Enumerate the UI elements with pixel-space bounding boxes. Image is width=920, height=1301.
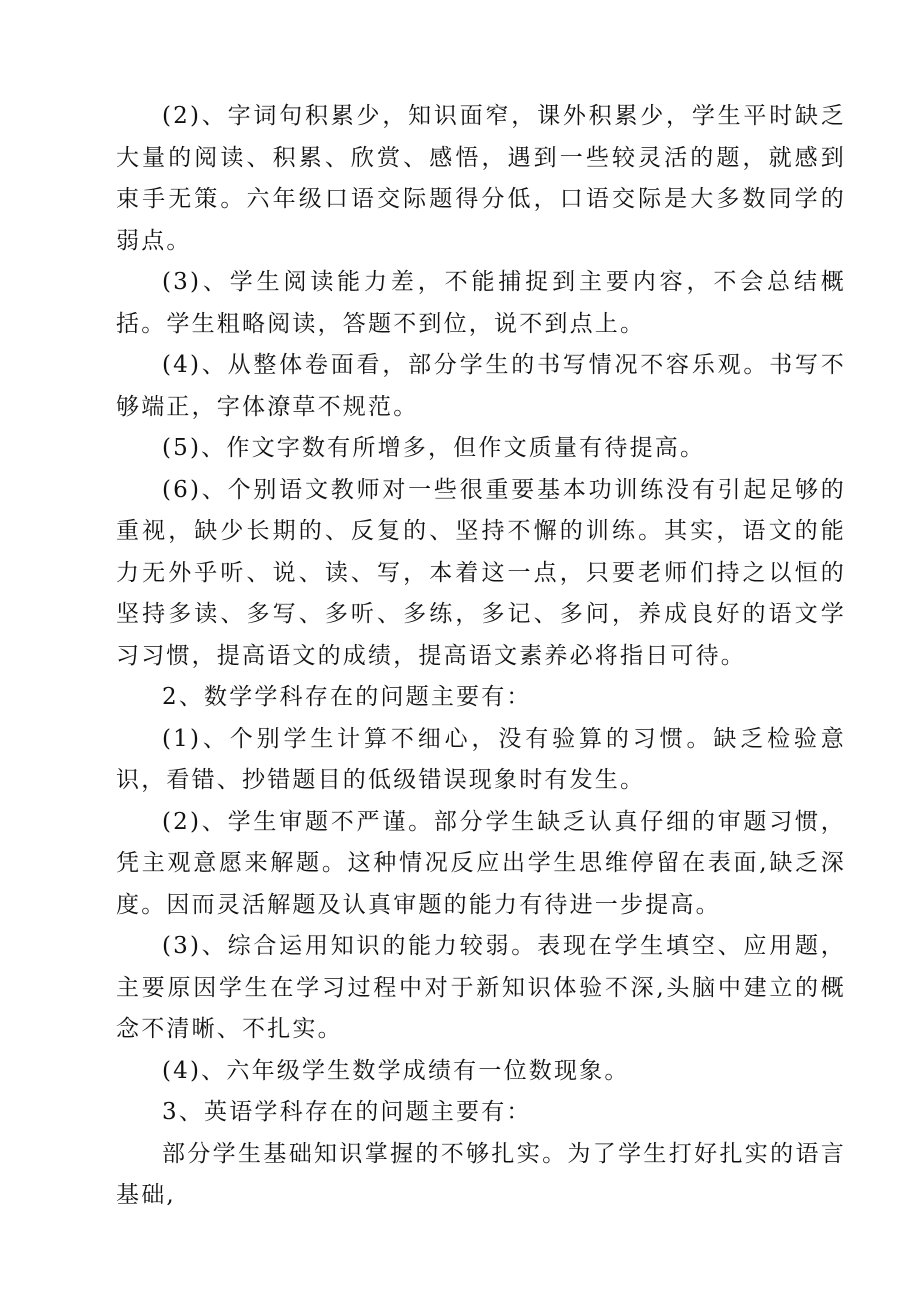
paragraph-chinese-5: (5)、作文字数有所增多，但作文质量有待提高。 [162, 435, 706, 461]
document-body [116, 96, 846, 1217]
paragraph-english-1: 部分学生基础知识掌握的不够扎实。为了学生打好扎实的语言基础, [116, 1140, 846, 1208]
paragraph-chinese-4: (4)、从整体卷面看，部分学生的书写情况不容乐观。书写不够端正，字体潦草不规范。 [116, 352, 846, 420]
heading-english-problems: 3、英语学科存在的问题主要有： [162, 1099, 532, 1125]
paragraph-math-2: (2)、学生审题不严谨。部分学生缺乏认真仔细的审题习惯，凭主观意愿来解题。这种情况反应出学生思维停留在表面,缺乏深度。因而灵活解题及认真审题的能力有待进一步提高。 [116, 808, 846, 918]
paragraph-math-3: (3)、综合运用知识的能力较弱。表现在学生填空、应用题，主要原因学生在学习过程中对于新知识体验不深,头脑中建立的概念不清晰、不扎实。 [116, 933, 846, 1042]
heading-math-problems: 2、数学学科存在的问题主要有： [162, 684, 532, 710]
paragraph-chinese-6: (6)、个别语文教师对一些很重要基本功训练没有引起足够的重视，缺少长期的、反复的、坚持不懈的训练。其实，语文的能力无外乎听、说、读、写，本着这一点，只要老师们持之以恒的坚持多读、多写、多听、多练，多记、多问，养成良好的语文学习习惯，提高语文的成绩，提高语文素养必将指日可待。 [116, 476, 846, 669]
paragraph-chinese-3: (3)、学生阅读能力差，不能捕捉到主要内容，不会总结概括。学生粗略阅读，答题不到位，说不到点上。 [116, 269, 846, 337]
paragraph-chinese-2: (2)、字词句积累少，知识面窄，课外积累少，学生平时缺乏大量的阅读、积累、欣赏、感悟，遇到一些较灵活的题，就感到束手无策。六年级口语交际题得分低，口语交际是大多数同学的弱点。 [116, 103, 846, 254]
paragraph-math-1: (1)、个别学生计算不细心，没有验算的习惯。缺乏检验意识，看错、抄错题目的低级错误现象时有发生。 [116, 725, 846, 793]
paragraph-math-4: (4)、六年级学生数学成绩有一位数现象。 [162, 1057, 630, 1084]
